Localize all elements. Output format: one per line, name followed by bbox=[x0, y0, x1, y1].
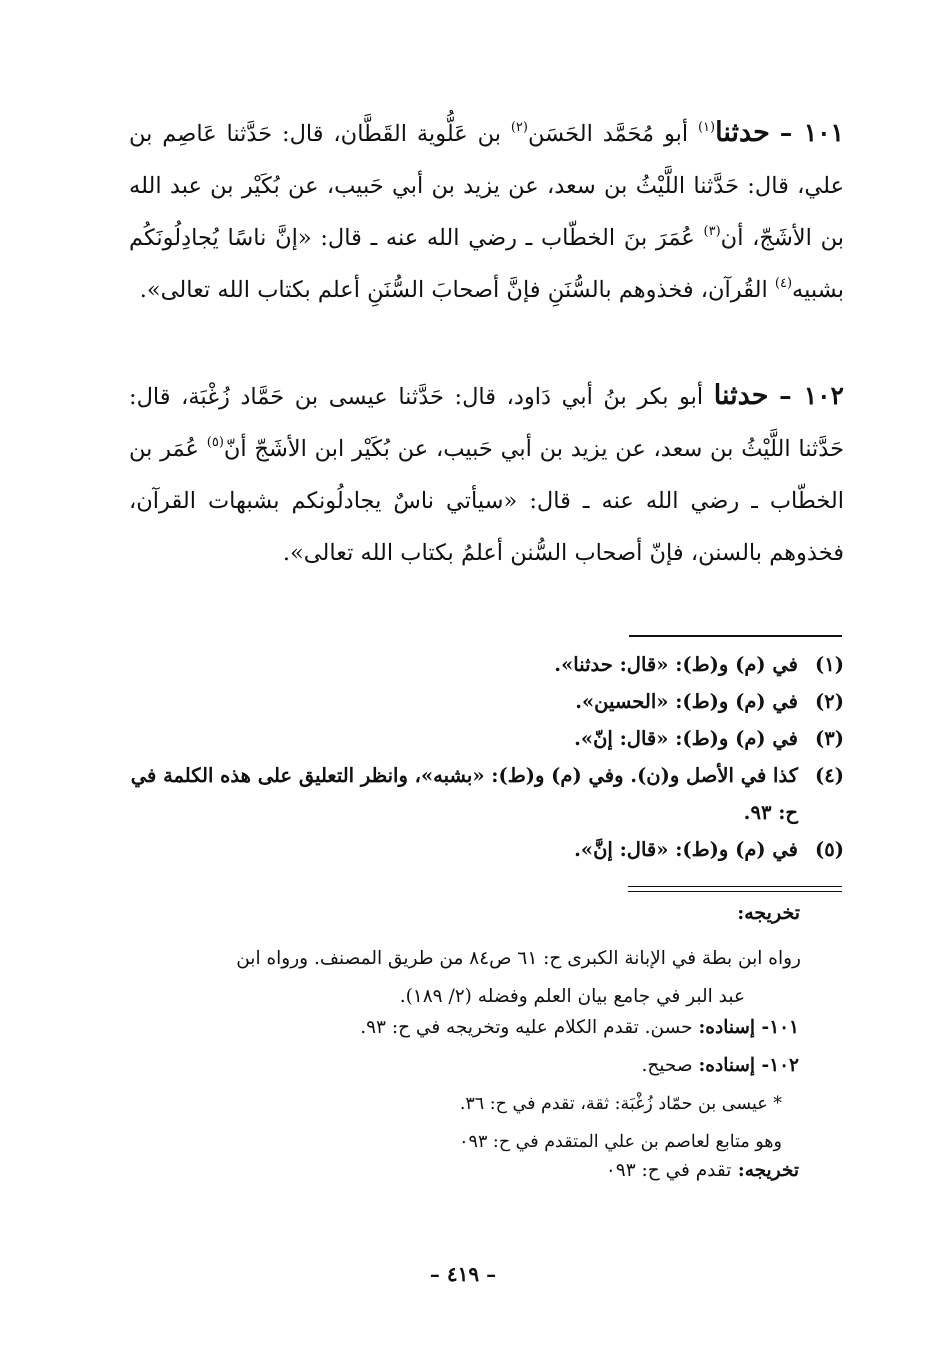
isnad-text: حسن. تقدم الكلام عليه وتخريجه في ح: ٩٣. bbox=[360, 1017, 693, 1038]
footnote-ref-5: (٥) bbox=[206, 435, 224, 450]
footnote-item bbox=[124, 831, 844, 868]
takhrij-line: عبد البر في جامع بيان العلم وفضله (٢/ ١٨٩). bbox=[399, 986, 745, 1007]
footnote-ref-4: (٤) bbox=[774, 276, 793, 291]
hadith-text: بن عَلُّوية القَطَّان، قال: حَدَّثنا عَاصِم بن علي، قال: حَدَّثنا اللَّيْثُ بن سعد، عن يزيد بن أبي حَبيب، عن بُكَيْر بن عبد الله بن الأشَجّ، أن bbox=[129, 121, 844, 251]
footnote-item bbox=[124, 646, 844, 683]
isnad-label: ١٠٢- إسناده: bbox=[698, 1055, 799, 1076]
hadith-number: ١٠١ – bbox=[779, 118, 844, 147]
footnote-number: (١) bbox=[815, 653, 844, 676]
page-number: – ٤١٩ – bbox=[429, 1262, 497, 1286]
takhrij-divider bbox=[628, 886, 842, 892]
footnote-text: في (م) و(ط): «قال: إنّ». bbox=[574, 727, 798, 750]
footnotes-list bbox=[124, 646, 844, 868]
takhrij-line: رواه ابن بطة في الإبانة الكبرى ح: ٦١ ص٨٤ من طريق المصنف. ورواه ابن bbox=[236, 948, 801, 969]
footnote-divider bbox=[629, 635, 842, 637]
footnote-text: كذا في الأصل و(ن). وفي (م) و(ط): «بشبه»، وانظر التعليق على هذه الكلمة في ح: ٩٣. bbox=[130, 764, 798, 824]
hadith-101 bbox=[129, 107, 844, 316]
footnote-ref-3: (٣) bbox=[703, 224, 721, 239]
takhrij-body bbox=[131, 940, 801, 1016]
haddathana-keyword: حدثنا bbox=[715, 117, 770, 148]
footnote-number: (٢) bbox=[815, 690, 844, 713]
footnote-number: (٥) bbox=[815, 838, 844, 861]
isnad-101 bbox=[360, 1010, 799, 1046]
isnad-102 bbox=[641, 1048, 799, 1084]
hadith-text: أبو مُحَمَّد الحَسَن bbox=[527, 121, 689, 147]
isnad-label: ١٠١- إسناده: bbox=[698, 1017, 799, 1038]
footnote-text: في (م) و(ط): «الحسين». bbox=[575, 690, 798, 713]
hadith-text: القُرآن، فخذوهم بالسُّنَنِ فإنَّ أصحابَ السُّنَنِ أعلم بكتاب الله تعالى». bbox=[139, 277, 768, 303]
footnote-item bbox=[124, 683, 844, 720]
footnote-text: في (م) و(ط): «قال: حدثنا». bbox=[554, 653, 798, 676]
hadith-text: عُمَرَ بنَ الخطّاب ـ رضي الله عنه ـ قال: «إنَّ ناسًا يُجادِلُونَكُم بشبيه bbox=[129, 225, 844, 303]
footnote-item bbox=[124, 757, 844, 831]
takhrij-label: تخريجه: bbox=[737, 1160, 799, 1181]
isnad-text: صحيح. bbox=[641, 1055, 693, 1076]
narrator-note: وهو متابع لعاصم بن علي المتقدم في ح: ٠٩٣ bbox=[459, 1132, 782, 1152]
narrator-note: * عيسى بن حمّاد زُغْبَة: ثقة، تقدم في ح: ٣٦. bbox=[459, 1094, 782, 1114]
footnote-ref-1: (١) bbox=[697, 120, 716, 135]
footnote-number: (٤) bbox=[815, 764, 844, 787]
takhrij-text: تقدم في ح: ٠٩٣ bbox=[605, 1160, 732, 1181]
takhrij-102 bbox=[606, 1160, 799, 1181]
takhrij-heading: تخريجه: bbox=[737, 902, 800, 924]
haddathana-keyword: حدثنا bbox=[713, 380, 769, 411]
hadith-text: عُمَر بن الخطّاب ـ رضي الله عنه ـ قال: «سيأتي ناسٌ يجادلُونكم بشبهات القرآن، فخذوهم بالسنن، فإنّ أصحاب السُّنن أعلمُ بكتاب الله تعالى». bbox=[129, 436, 844, 566]
hadith-102 bbox=[129, 370, 844, 579]
hadith-text: أبو بكر بنُ أبي دَاود، قال: حَدَّثنا عيسى بن حَمَّاد زُغْبَة، قال: حَدَّثنا اللَّيْثُ بن سعد، عن يزيد بن أبي حَبيب، عن بُكَيْر ابن الأشَجّ أنّ bbox=[129, 384, 845, 462]
footnote-ref-2: (٢) bbox=[510, 120, 528, 135]
footnote-text: في (م) و(ط): «قال: إنَّ». bbox=[574, 838, 798, 861]
hadith-number: ١٠٢ – bbox=[779, 381, 844, 410]
footnote-item bbox=[124, 720, 844, 757]
footnote-number: (٣) bbox=[815, 727, 844, 750]
